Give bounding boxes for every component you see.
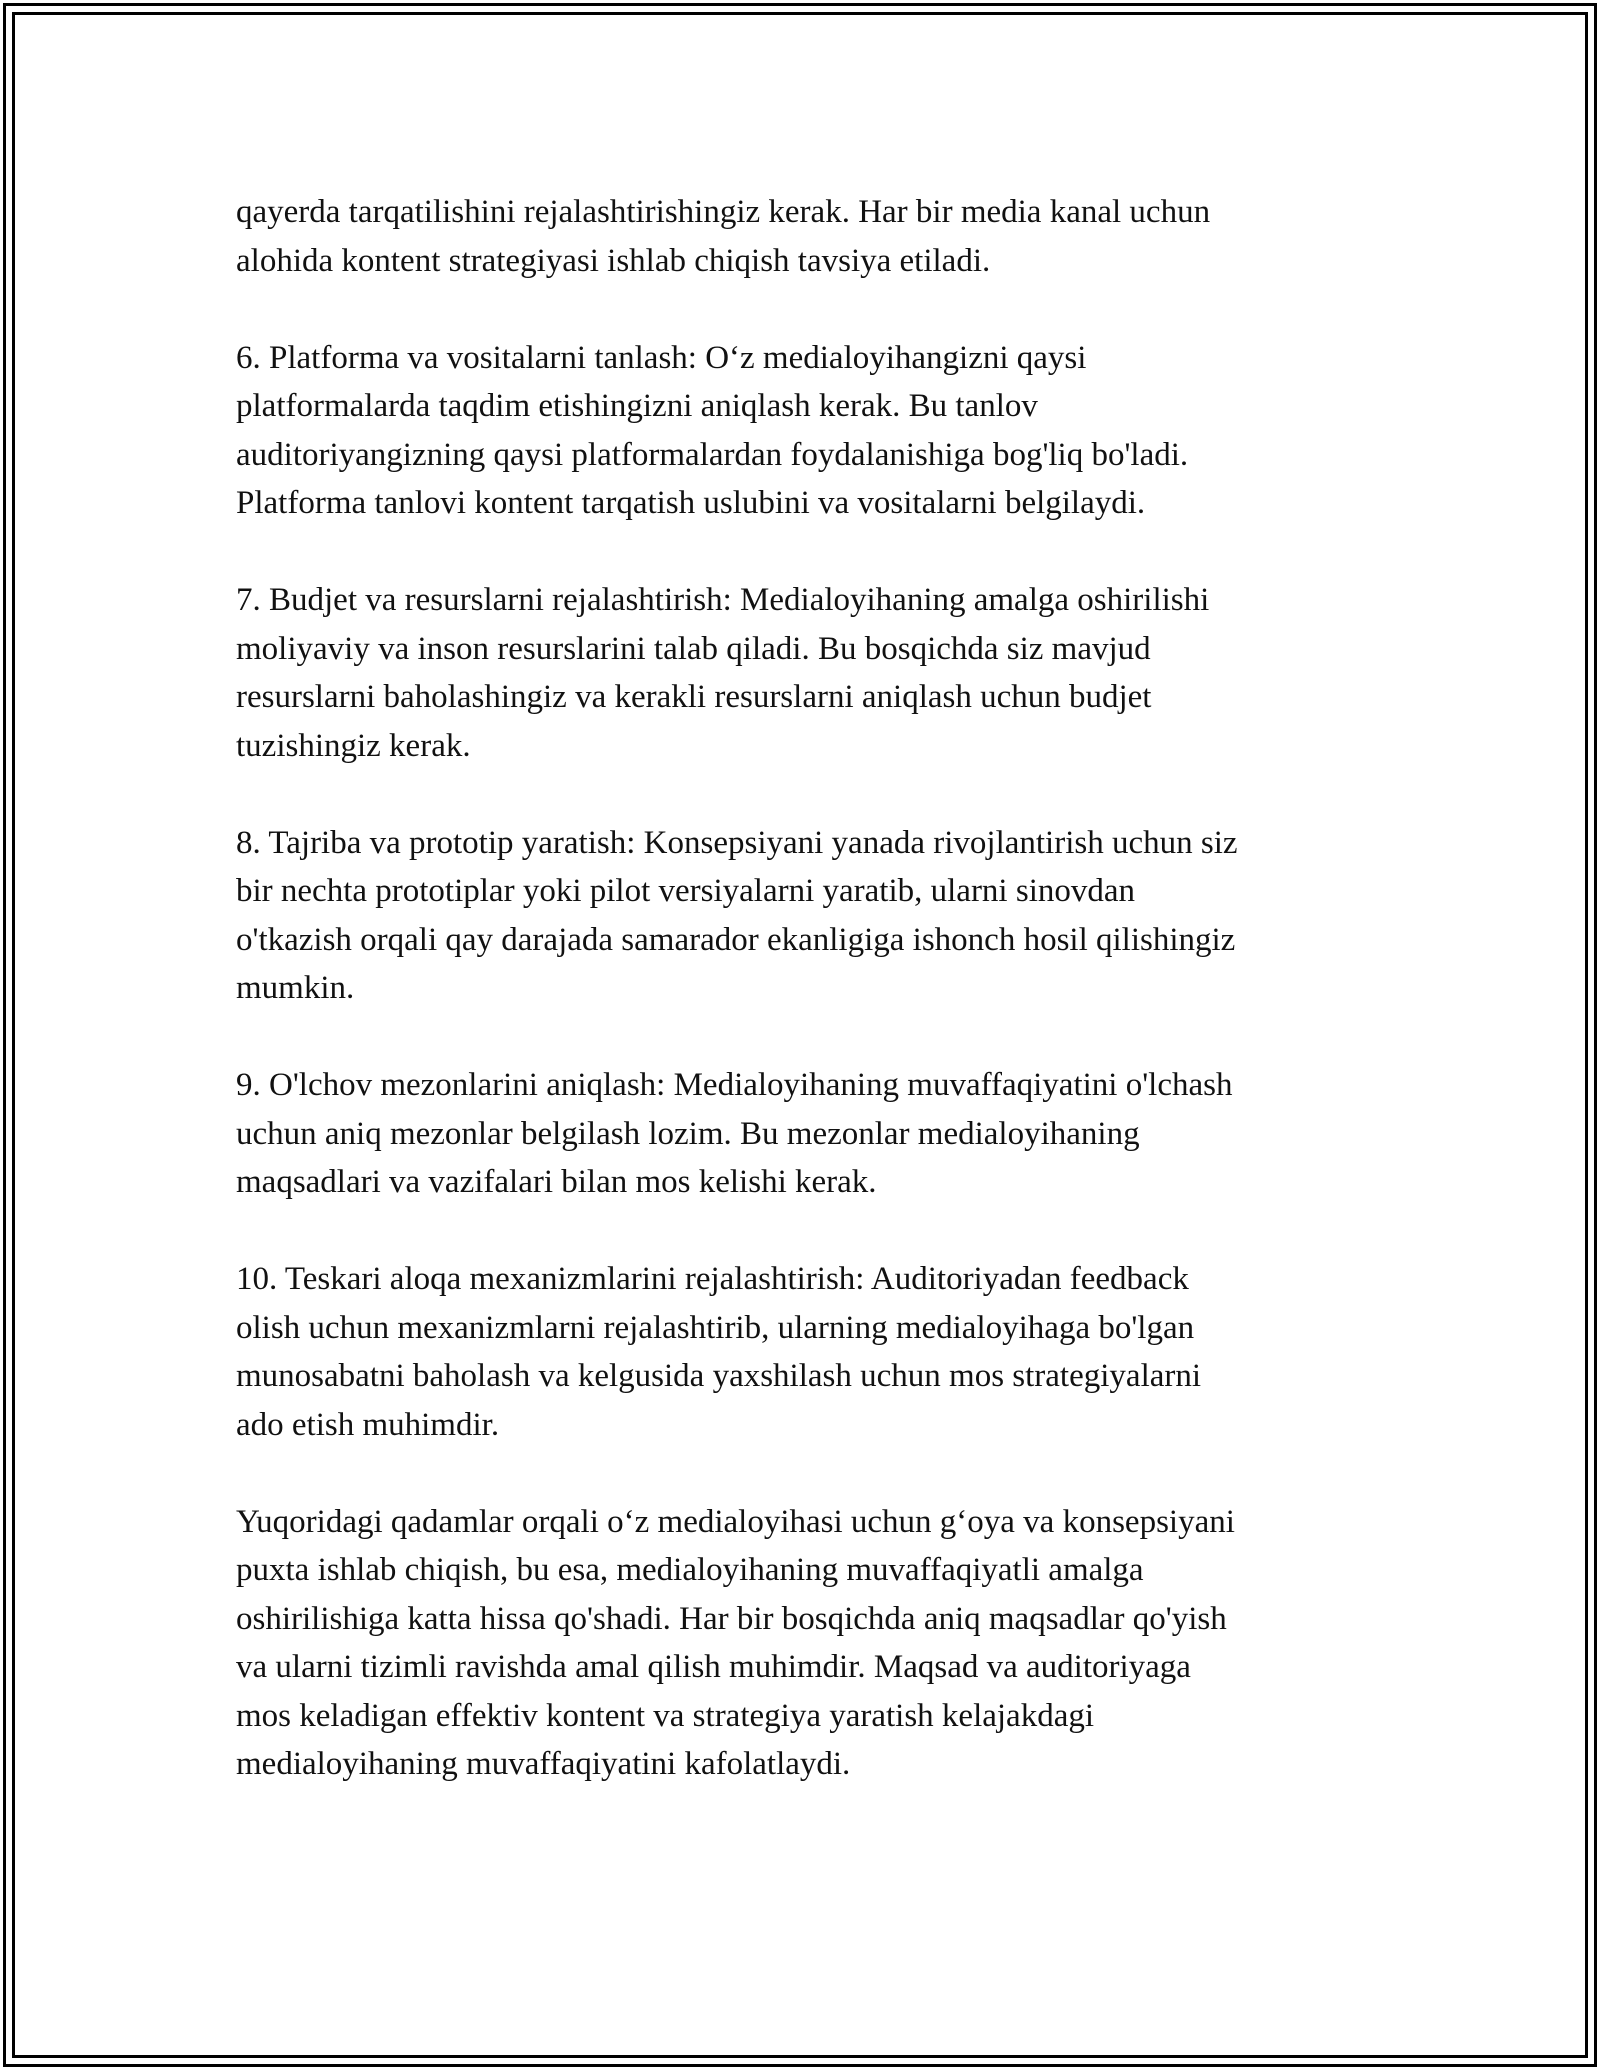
paragraph-step-10: 10. Teskari aloqa mexanizmlarini rejalashtirish: Auditoriyadan feedback olish uchun mexanizmlarni rejalashtirib, ularning medialoyihaga bo'lgan munosabatni baholash va kelgusida yaxshilash uchun mos strategiyalarni ado etish muhimdir. bbox=[236, 1261, 1202, 1443]
paragraph-conclusion: Yuqoridagi qadamlar orqali o‘z medialoyihasi uchun g‘oya va konsepsiyani puxta ishlab chiqish, bu esa, medialoyihaning muvaffaqiyatli amalga oshirilishiga katta hissa qo'shadi. Har bir bosqichda aniq maqsadlar qo'yish va ularni tizimli ravishda amal qilish muhimdir. Maqsad va auditoriyaga mos keladigan effektiv kontent va strategiya yaratish kelajakdagi medialoyihaning muvaffaqiyatini kafolatlaydi. bbox=[236, 1503, 1235, 1782]
document-body bbox=[236, 188, 1364, 1837]
paragraph-step-8: 8. Tajriba va prototip yaratish: Konsepsiyani yanada rivojlantirish uchun siz bir nechta prototiplar yoki pilot versiyalarni yaratib, ularni sinovdan o'tkazish orqali qay darajada samarador ekanligiga ishonch hosil qilishingiz mumkin. bbox=[236, 824, 1238, 1006]
paragraph-continuation: qayerda tarqatilishini rejalashtirishingiz kerak. Har bir media kanal uchun alohida kontent strategiyasi ishlab chiqish tavsiya etiladi. bbox=[236, 194, 1211, 279]
paragraph-step-7: 7. Budjet va resurslarni rejalashtirish: Medialoyihaning amalga oshirilishi moliyaviy va inson resurslarini talab qiladi. Bu bosqichda siz mavjud resurslarni baholashingiz va kerakli resurslarni aniqlash uchun budjet tuzishingiz kerak. bbox=[236, 582, 1210, 764]
paragraph-step-9: 9. O'lchov mezonlarini aniqlash: Medialoyihaning muvaffaqiyatini o'lchash uchun aniq mezonlar belgilash lozim. Bu mezonlar medialoyihaning maqsadlari va vazifalari bilan mos kelishi kerak. bbox=[236, 1067, 1233, 1200]
paragraph-step-6: 6. Platforma va vositalarni tanlash: O‘z medialoyihangizni qaysi platformalarda taqdim etishingizni aniqlash kerak. Bu tanlov auditoriyangizning qaysi platformalardan foydalanishiga bog'liq bo'ladi. Platforma tanlovi kontent tarqatish uslubini va vositalarni belgilaydi. bbox=[236, 339, 1189, 521]
